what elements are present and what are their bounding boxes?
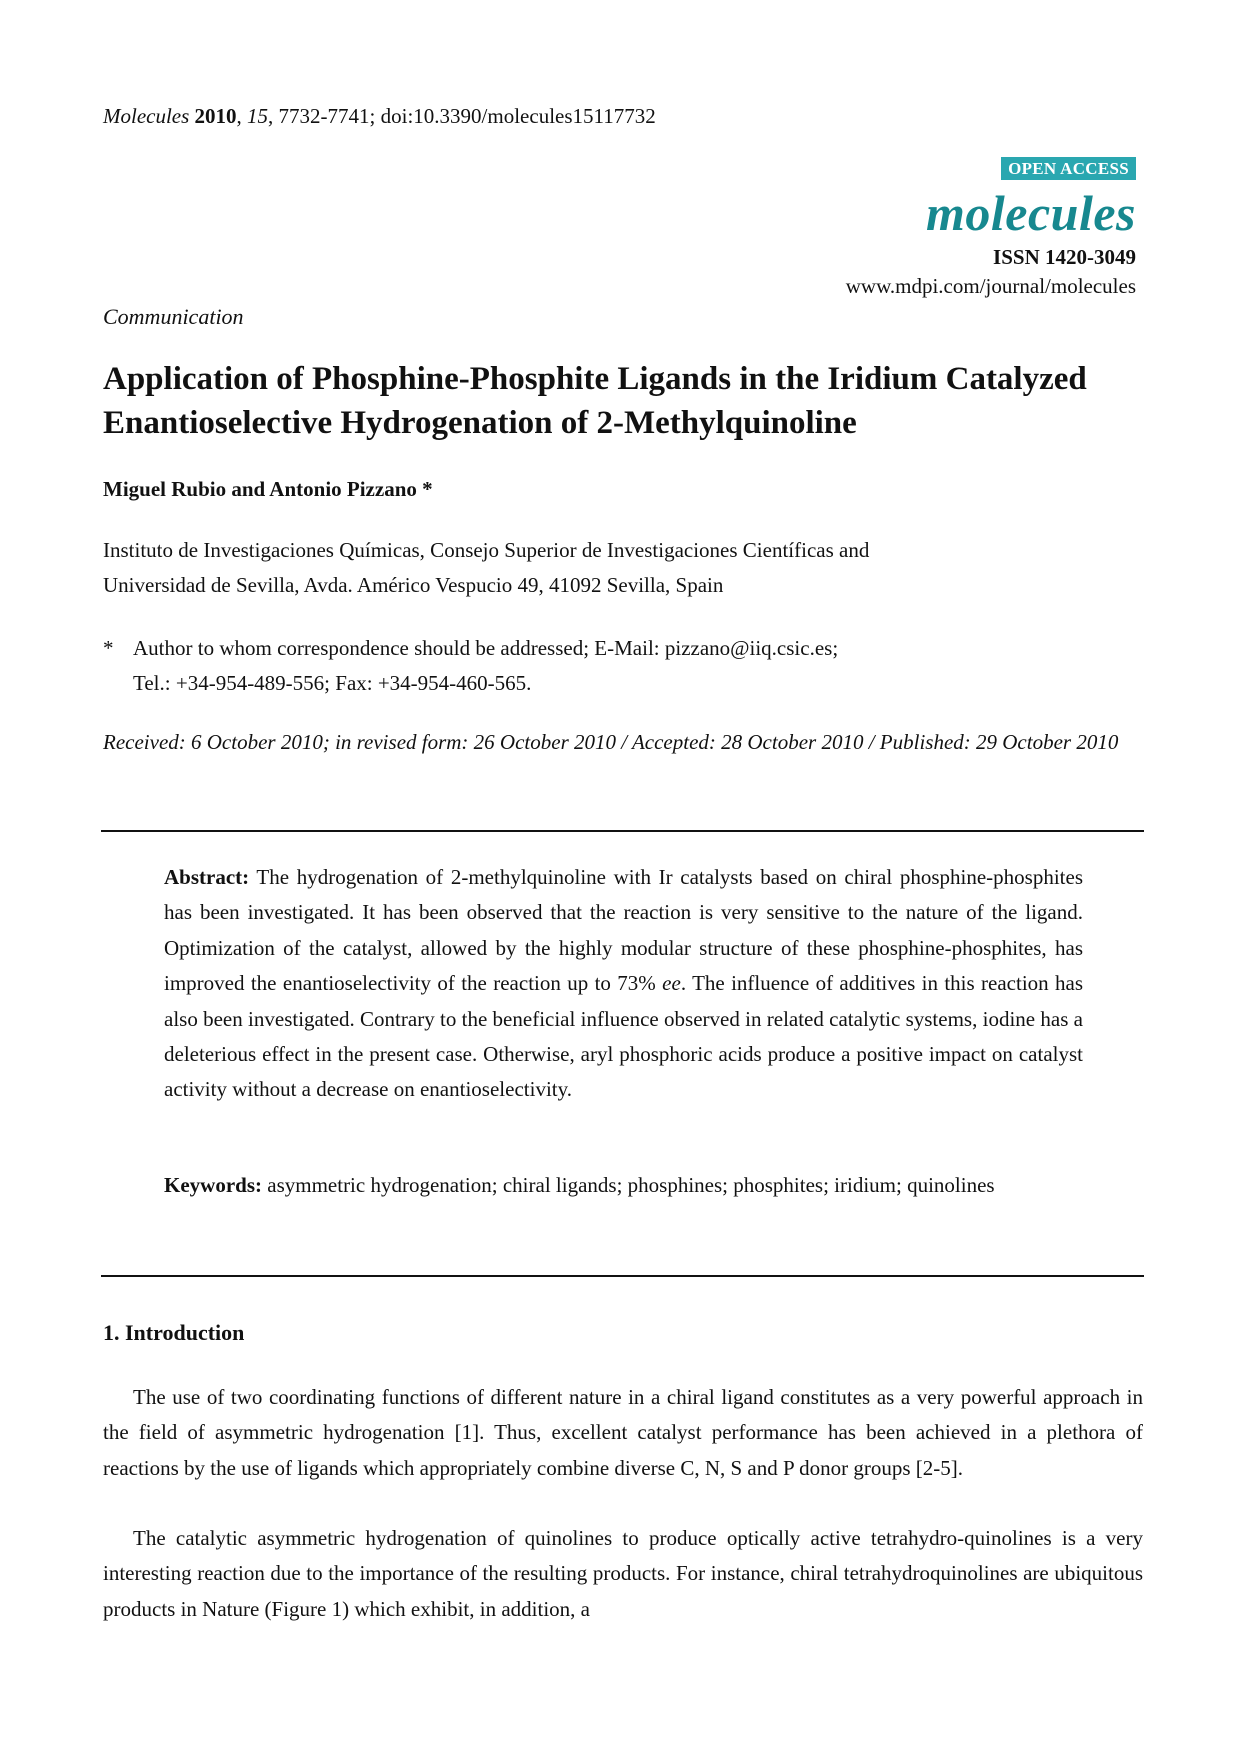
keywords-label: Keywords: [164,1173,262,1197]
abstract [164,860,1083,1108]
open-access-badge: OPEN ACCESS [1001,157,1136,180]
affiliation-line: Instituto de Investigaciones Químicas, Consejo Superior de Investigaciones Científicas and [103,538,870,562]
abstract-text-cont: . The influence of additives in this reaction has also been investigated. Contrary to the beneficial influence observed in related catalytic systems, iodine has a deleterious effect in the present case. Otherwise, aryl phosphoric acids produce a positive impact on catalyst activity without a decrease on enantioselectivity. [164,971,1084,1102]
body-paragraph: The use of two coordinating functions of different nature in a chiral ligand constitutes as a very powerful approach in the field of asymmetric hydrogenation [1]. Thus, excellent catalyst performance has been achieved in a plethora of reactions by the use of ligands which appropriately combine diverse C, N, S and P donor groups [2-5]. [103,1385,1143,1480]
affiliation-line: Universidad de Sevilla, Avda. Américo Vespucio 49, 41092 Sevilla, Spain [103,573,724,597]
correspondence-line: Author to whom correspondence should be addressed; E-Mail: pizzano@iiq.csic.es; [133,636,839,660]
abstract-text: The hydrogenation of 2-methylquinoline with Ir catalysts based on chiral phosphine-phosphites has been investigated. It has been observed that the reaction is very sensitive to the nature of the ligand. Optimization of the catalyst, allowed by the highly modular structure of these phosphine-phosphites, has improved the enantioselectivity of the reaction up to 73% [164,865,1083,996]
keywords-text: asymmetric hydrogenation; chiral ligands; phosphines; phosphites; iridium; quinolines [262,1173,995,1197]
keywords [164,1168,1083,1203]
abstract-label: Abstract: [164,865,250,889]
correspondence-line: Tel.: +34-954-489-556; Fax: +34-954-460-565. [133,671,532,695]
journal-website[interactable]: www.mdpi.com/journal/molecules [845,274,1136,298]
correspondence [103,631,1143,701]
citation-rest: , 7732-7741; doi:10.3390/molecules15117732 [268,104,656,128]
affiliation [103,533,1143,603]
citation-journal: Molecules [103,104,190,128]
issn: ISSN 1420-3049 [993,245,1136,269]
journal-logo: molecules [925,185,1136,241]
citation-year: 2010 [194,104,237,128]
correspondence-mark: * [103,636,114,660]
divider-bottom [101,1275,1144,1277]
section-heading: 1. Introduction [103,1320,245,1345]
body-paragraph: The catalytic asymmetric hydrogenation of quinolines to produce optically active tetrahydro-quinolines is a very interesting reaction due to the importance of the resulting products. For instance, chiral tetrahydroquinolines are ubiquitous products in Nature (Figure 1) which exhibit, in addition, a [103,1526,1143,1621]
abstract-ee: ee [662,971,681,996]
article-type: Communication [103,304,244,329]
article-title: Application of Phosphine-Phosphite Ligands in the Iridium Catalyzed Enantioselective Hydrogenation of 2-Methylquinoline [103,361,1087,441]
publication-dates: Received: 6 October 2010; in revised form: 26 October 2010 / Accepted: 28 October 2010 / Published: 29 October 2010 [103,730,1119,754]
citation-volume: 15 [247,104,269,128]
citation-line: Molecules 2010, 15, 7732-7741; doi:10.3390/molecules15117732 [103,104,656,128]
authors: Miguel Rubio and Antonio Pizzano * [103,477,433,501]
divider-top [101,830,1144,832]
